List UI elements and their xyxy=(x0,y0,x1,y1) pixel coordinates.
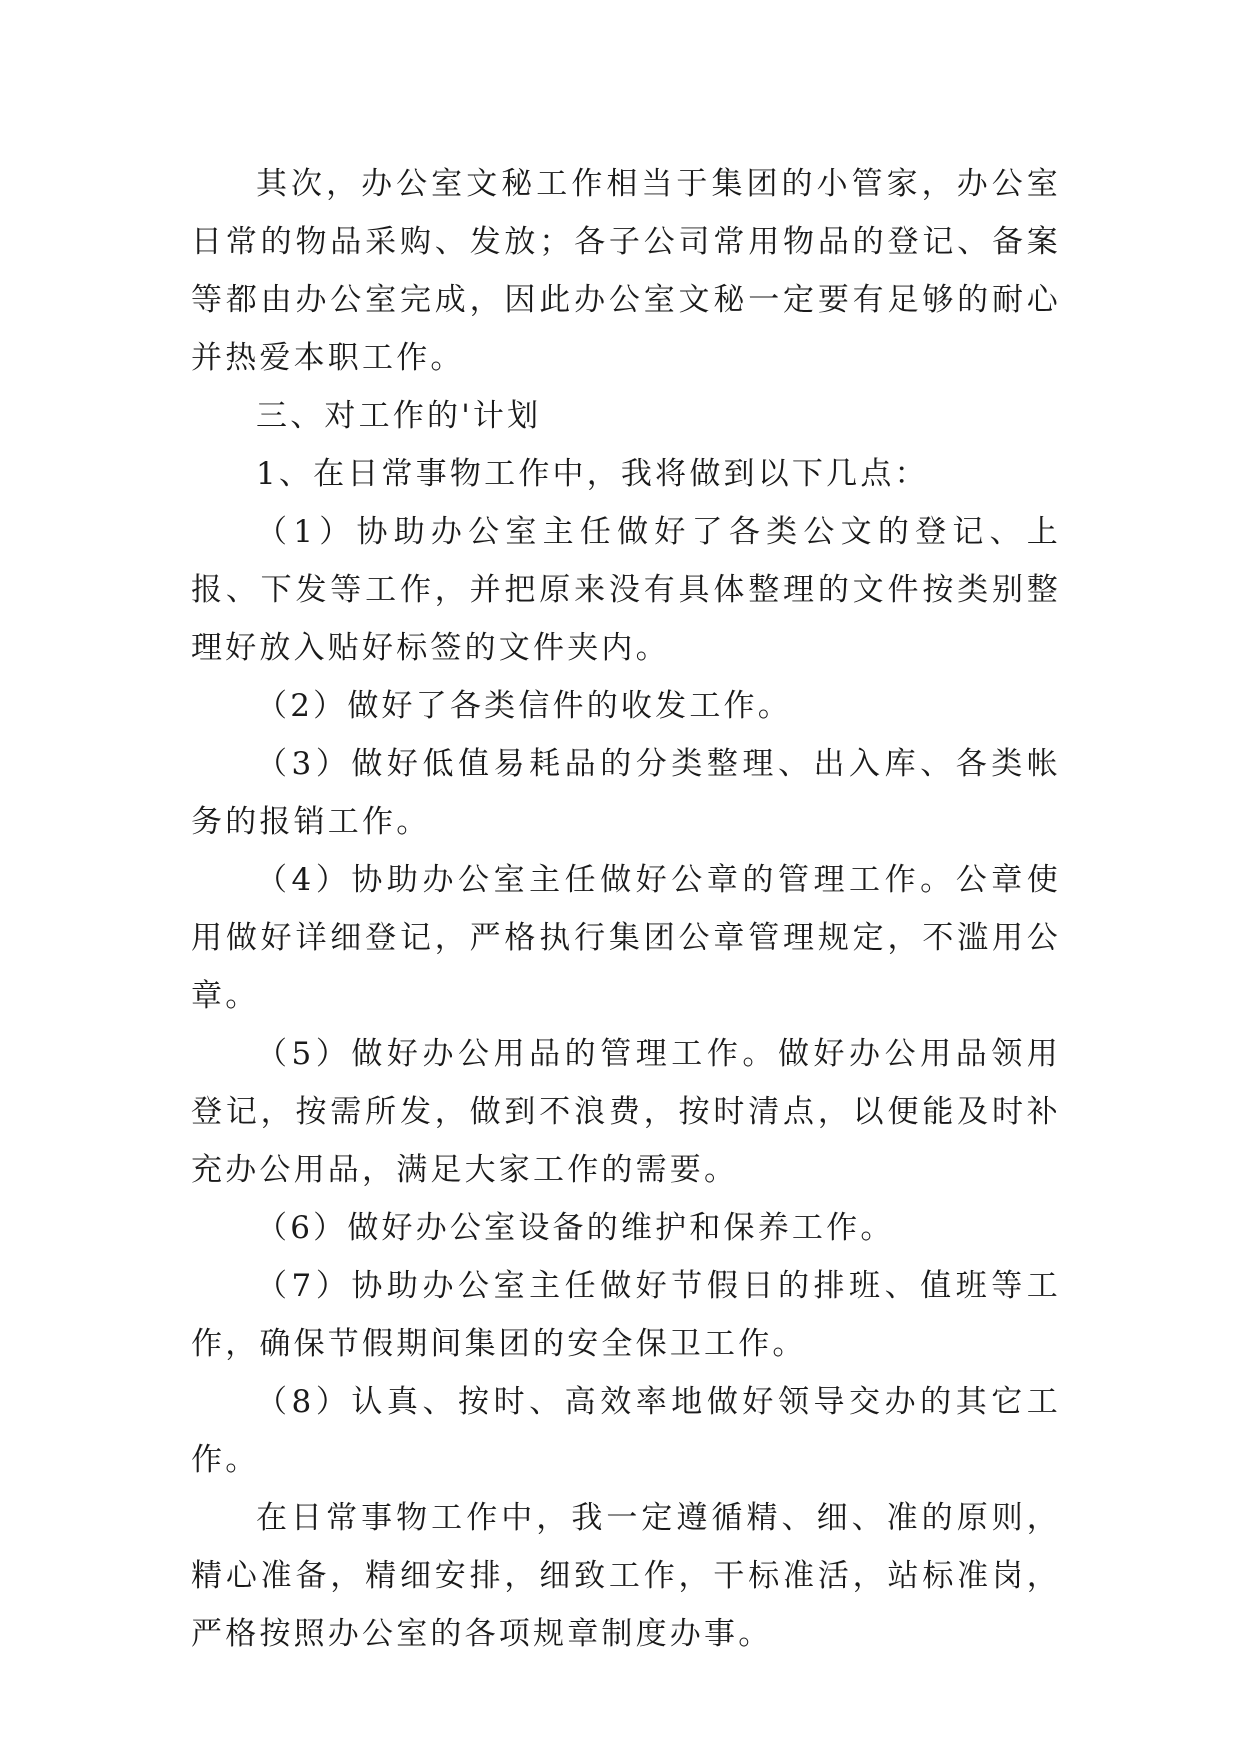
list-item-5-office-supplies: （5）做好办公用品的管理工作。做好办公用品领用登记，按需所发，做到不浪费，按时清点，以便能及时补充办公用品，满足大家工作的需要。 xyxy=(191,1036,1061,1188)
paragraph-principles: 在日常事物工作中，我一定遵循精、细、准的原则，精心准备，精细安排，细致工作，干标准活，站标准岗，严格按照办公室的各项规章制度办事。 xyxy=(191,1500,1061,1652)
list-item-7-holiday-duty: （7）协助办公室主任做好节假日的排班、值班等工作，确保节假期间集团的安全保卫工作。 xyxy=(191,1268,1061,1362)
paragraph-secretary-role: 其次，办公室文秘工作相当于集团的小管家，办公室日常的物品采购、发放；各子公司常用物品的登记、备案等都由办公室完成，因此办公室文秘一定要有足够的耐心并热爱本职工作。 xyxy=(191,166,1061,376)
list-item-2-mail: （2）做好了各类信件的收发工作。 xyxy=(256,688,792,724)
list-item-8-other-tasks: （8）认真、按时、高效率地做好领导交办的其它工作。 xyxy=(191,1384,1061,1478)
paragraph-daily-affairs-intro: 1、在日常事物工作中，我将做到以下几点： xyxy=(256,456,929,492)
section-heading-work-plan: 三、对工作的'计划 xyxy=(256,398,542,434)
document-body xyxy=(191,155,1061,1663)
list-item-4-seal-management: （4）协助办公室主任做好公章的管理工作。公章使用做好详细登记，严格执行集团公章管理规定，不滥用公章。 xyxy=(191,862,1061,1014)
list-item-1-documents: （1）协助办公室主任做好了各类公文的登记、上报、下发等工作，并把原来没有具体整理的文件按类别整理好放入贴好标签的文件夹内。 xyxy=(191,514,1061,666)
list-item-3-consumables: （3）做好低值易耗品的分类整理、出入库、各类帐务的报销工作。 xyxy=(191,746,1061,840)
list-item-6-equipment: （6）做好办公室设备的维护和保养工作。 xyxy=(256,1210,895,1246)
